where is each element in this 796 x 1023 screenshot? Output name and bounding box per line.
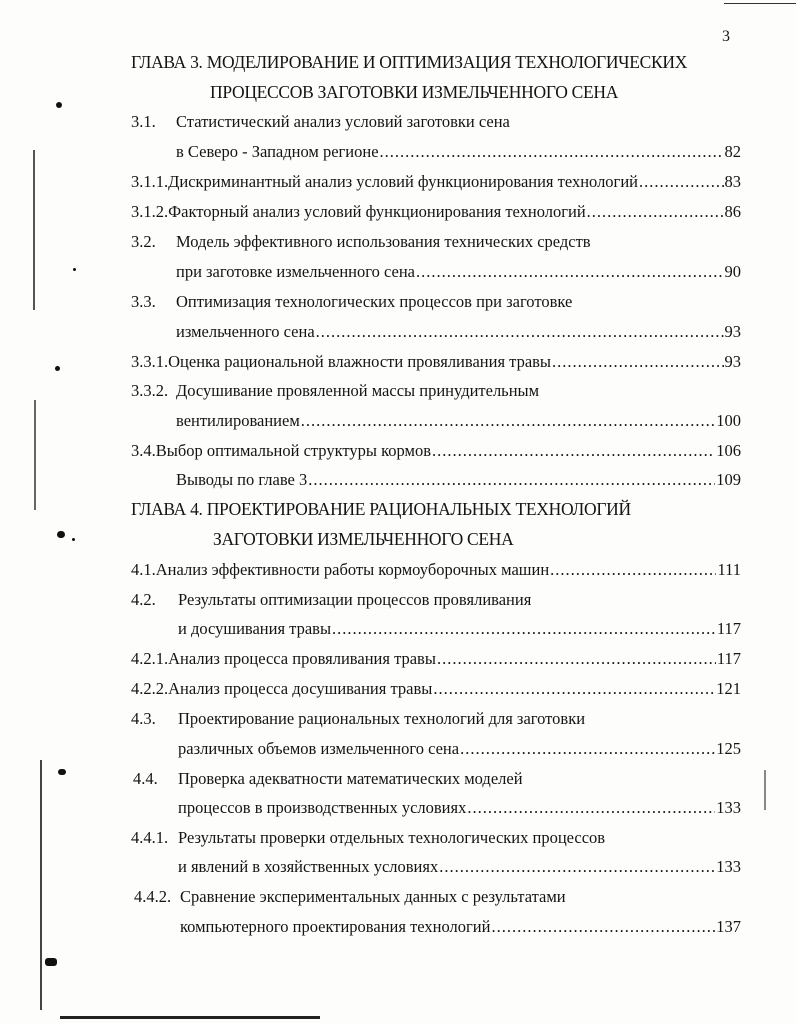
toc-entry xyxy=(176,411,741,433)
chapter-heading: ГЛАВА 4. ПРОЕКТИРОВАНИЕ РАЦИОНАЛЬНЫХ ТЕХНОЛОГИЙ xyxy=(131,499,631,519)
scan-speck xyxy=(73,268,76,271)
page-ref: 121 xyxy=(716,679,741,698)
toc-entry xyxy=(176,142,741,164)
leader-dots xyxy=(433,679,715,699)
leader-dots xyxy=(639,172,724,192)
toc-entry xyxy=(131,232,741,254)
scan-edge-line xyxy=(40,760,42,1010)
toc-entry xyxy=(131,441,741,463)
toc-entry xyxy=(133,769,741,791)
section-title: Результаты проверки отдельных технологических процессов xyxy=(178,828,606,847)
section-number: 3.3. xyxy=(131,292,156,311)
section-title: Сравнение экспериментальных данных с результатами xyxy=(180,887,566,906)
scan-speck xyxy=(55,366,60,371)
toc-entry xyxy=(131,352,741,374)
scan-edge-line xyxy=(764,770,766,810)
toc-entry xyxy=(131,560,741,582)
leader-dots xyxy=(550,560,716,580)
section-title: и досушивания травы xyxy=(178,619,332,638)
page-ref: 117 xyxy=(716,649,741,668)
scan-speck xyxy=(45,958,57,966)
scan-speck xyxy=(57,531,65,538)
toc-entry xyxy=(131,649,741,671)
section-number: 4.4. xyxy=(133,769,158,788)
section-title: Анализ процесса провяливания травы xyxy=(168,649,436,668)
page-ref: 111 xyxy=(717,560,741,579)
toc-entry xyxy=(178,857,741,879)
scan-speck xyxy=(58,769,66,775)
page-ref: 86 xyxy=(724,202,741,221)
page-ref: 93 xyxy=(724,322,741,341)
scan-speck xyxy=(72,538,75,541)
section-title: Модель эффективного использования технических средств xyxy=(176,232,591,251)
section-number: 3.4. xyxy=(131,441,156,460)
section-title: Оптимизация технологических процессов при заготовке xyxy=(176,292,573,311)
page-number: 3 xyxy=(722,28,730,45)
section-title: Анализ процесса досушивания травы xyxy=(168,679,433,698)
leader-dots xyxy=(316,322,724,342)
section-title: Статистический анализ условий заготовки сена xyxy=(176,112,510,131)
page-ref: 109 xyxy=(716,470,741,489)
leader-dots xyxy=(301,411,715,431)
section-number: 3.3.2. xyxy=(131,381,169,400)
chapter-heading: ПРОЦЕССОВ ЗАГОТОВКИ ИЗМЕЛЬЧЕННОГО СЕНА xyxy=(210,82,619,102)
leader-dots xyxy=(380,142,724,162)
leader-dots xyxy=(416,262,723,282)
section-title: Проектирование рациональных технологий для заготовки xyxy=(178,709,586,728)
section-title: Дискриминантный анализ условий функционирования технологий xyxy=(168,172,638,191)
toc-entry xyxy=(131,112,741,134)
toc-entry xyxy=(131,828,741,850)
section-title: компьютерного проектирования технологий xyxy=(180,917,491,936)
section-number: 3.1.2. xyxy=(131,202,169,221)
section-number: 4.4.2. xyxy=(134,887,172,906)
scan-edge-line xyxy=(33,150,35,310)
page-ref: 83 xyxy=(724,172,741,191)
scan-edge-line xyxy=(34,400,36,510)
section-number: 4.1. xyxy=(131,560,156,579)
leader-dots xyxy=(587,202,724,222)
leader-dots xyxy=(552,352,723,372)
page-ref: 90 xyxy=(724,262,741,281)
toc-entry xyxy=(176,322,741,344)
scan-edge-line xyxy=(724,3,796,4)
section-title: Выводы по главе 3 xyxy=(176,470,308,489)
toc-entry xyxy=(176,262,741,284)
section-title: в Северо - Западном регионе xyxy=(176,142,379,161)
toc-entry xyxy=(131,679,741,701)
toc-entry xyxy=(178,739,741,761)
chapter-heading: ГЛАВА 3. МОДЕЛИРОВАНИЕ И ОПТИМИЗАЦИЯ ТЕХНОЛОГИЧЕСКИХ xyxy=(131,52,688,72)
section-title: различных объемов измельченного сена xyxy=(178,739,460,758)
page-ref: 137 xyxy=(716,917,741,936)
leader-dots xyxy=(460,739,715,759)
leader-dots xyxy=(491,917,715,937)
section-number: 4.3. xyxy=(131,709,156,728)
section-title: Выбор оптимальной структуры кормов xyxy=(155,441,432,460)
section-title: Анализ эффективности работы кормоуборочных машин xyxy=(155,560,550,579)
toc-entry xyxy=(131,292,741,314)
toc-entry xyxy=(131,709,741,731)
section-number: 4.2. xyxy=(131,590,156,609)
page-ref: 125 xyxy=(716,739,741,758)
section-title: вентилированием xyxy=(176,411,300,430)
leader-dots xyxy=(439,857,715,877)
toc-entry xyxy=(180,917,741,939)
section-number: 3.1.1. xyxy=(131,172,169,191)
page-ref: 106 xyxy=(716,441,741,460)
leader-dots xyxy=(432,441,715,461)
toc-entry xyxy=(178,798,741,820)
chapter-heading: ЗАГОТОВКИ ИЗМЕЛЬЧЕННОГО СЕНА xyxy=(213,529,514,549)
page-ref: 133 xyxy=(716,798,741,817)
section-title: измельченного сена xyxy=(176,322,315,341)
leader-dots xyxy=(437,649,716,669)
section-number: 3.1. xyxy=(131,112,156,131)
section-number: 3.2. xyxy=(131,232,156,251)
page-ref: 117 xyxy=(716,619,741,638)
toc-entry xyxy=(131,202,741,224)
section-number: 4.2.1. xyxy=(131,649,169,668)
section-number: 4.4.1. xyxy=(131,828,169,847)
section-title: при заготовке измельченного сена xyxy=(176,262,416,281)
page-ref: 82 xyxy=(724,142,741,161)
toc-entry xyxy=(131,172,741,194)
toc-entry xyxy=(134,887,741,909)
leader-dots xyxy=(467,798,715,818)
toc-entry xyxy=(131,381,741,403)
scan-speck xyxy=(56,102,62,108)
page-ref: 133 xyxy=(716,857,741,876)
toc-entry xyxy=(176,470,741,492)
leader-dots xyxy=(308,470,715,490)
section-number: 4.2.2. xyxy=(131,679,169,698)
toc-entry xyxy=(178,619,741,641)
section-number: 3.3.1. xyxy=(131,352,169,371)
section-title: Оценка рациональной влажности провяливания травы xyxy=(168,352,552,371)
section-title: Факторный анализ условий функционирования технологий xyxy=(168,202,586,221)
section-title: Проверка адекватности математических моделей xyxy=(178,769,523,788)
page-ref: 93 xyxy=(724,352,741,371)
section-title: Досушивание провяленной массы принудительным xyxy=(176,381,540,400)
scan-edge-line xyxy=(60,1016,320,1019)
leader-dots xyxy=(332,619,716,639)
section-title: Результаты оптимизации процессов провяливания xyxy=(178,590,532,609)
section-title: и явлений в хозяйственных условиях xyxy=(178,857,439,876)
section-title: процессов в производственных условиях xyxy=(178,798,467,817)
toc-entry xyxy=(131,590,741,612)
page-ref: 100 xyxy=(716,411,741,430)
